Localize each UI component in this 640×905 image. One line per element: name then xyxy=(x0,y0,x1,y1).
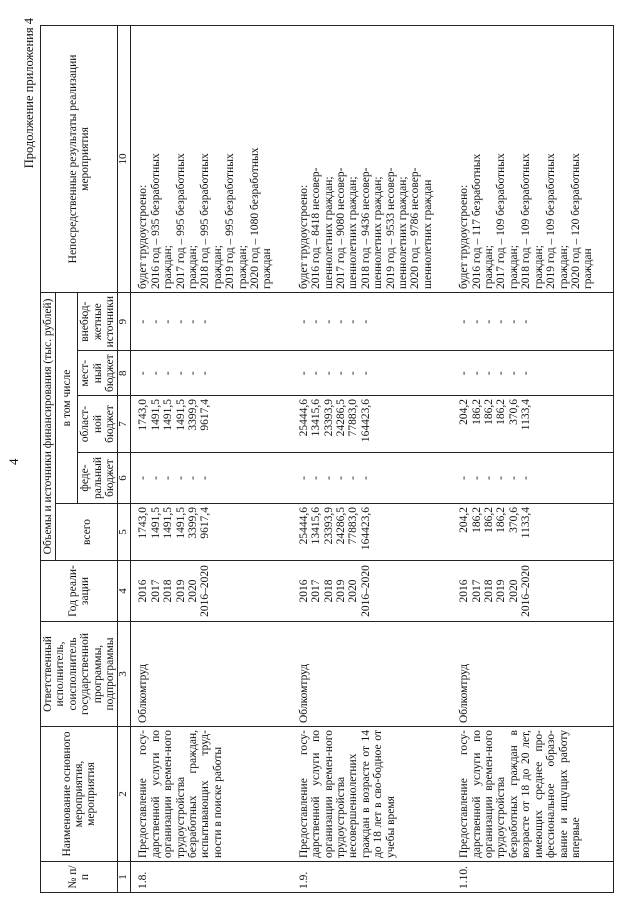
total-value: 1491,5 xyxy=(174,507,187,539)
federal-cell xyxy=(131,453,292,504)
regional-value: 77883,0 xyxy=(347,399,360,437)
regional-value: 186,2 xyxy=(483,399,496,425)
results-value: 2017 год – 109 безработных xyxy=(495,153,508,289)
local-value: - xyxy=(470,371,483,376)
total-cell xyxy=(452,504,613,561)
federal-value: - xyxy=(186,476,199,480)
local-value: - xyxy=(507,371,520,376)
results-cell xyxy=(131,26,292,293)
regional-value: 1491,5 xyxy=(162,399,175,431)
total-value: 13415,6 xyxy=(310,507,323,545)
total-cell xyxy=(131,504,292,561)
years-value: 2017 xyxy=(149,579,162,603)
header-including: в том числе xyxy=(56,292,78,503)
years-value: 2018 xyxy=(483,579,496,603)
regional-value: 1133,4 xyxy=(520,399,533,431)
header-regional: област-ной бюджет xyxy=(78,396,118,453)
local-value: - xyxy=(149,371,162,376)
federal-value: - xyxy=(137,476,150,480)
years-value: 2019 xyxy=(335,579,347,603)
local-cell xyxy=(292,351,452,396)
years-value: 2020 xyxy=(347,579,360,603)
total-value: 23393,9 xyxy=(322,507,335,545)
results-value: граждан; xyxy=(557,245,570,289)
total-value: 3399,9 xyxy=(186,507,199,539)
federal-value: - xyxy=(458,476,471,480)
offbudget-value: - xyxy=(137,319,150,324)
header-local: мест-ный бюджет xyxy=(78,351,118,396)
federal-cell xyxy=(452,453,613,504)
federal-value: - xyxy=(310,476,323,480)
total-value: 9617,4 xyxy=(199,507,212,539)
responsible-executor: Облкомтруд xyxy=(131,622,292,727)
years-value: 2020 xyxy=(186,579,199,603)
row-number: 1.9. xyxy=(292,862,452,893)
total-value: 1743,0 xyxy=(137,507,150,539)
federal-value: - xyxy=(495,476,508,480)
offbudget-value: - xyxy=(520,319,533,324)
years-value: 2018 xyxy=(162,579,175,603)
federal-value: - xyxy=(322,476,335,480)
header-federal: феде-ральный бюджет xyxy=(78,453,118,504)
federal-value: - xyxy=(149,476,162,480)
years-cell xyxy=(131,561,292,622)
local-value: - xyxy=(347,371,360,376)
offbudget-value: - xyxy=(149,319,162,324)
offbudget-value: - xyxy=(174,319,187,324)
total-value: 164423,6 xyxy=(359,507,372,551)
results-value: 2017 год – 995 безработных xyxy=(174,153,187,289)
offbudget-value: - xyxy=(310,319,323,324)
years-value: 2016–2020 xyxy=(520,565,533,617)
regional-cell xyxy=(452,396,613,453)
total-value: 1491,5 xyxy=(149,507,162,539)
federal-value: - xyxy=(347,476,360,480)
regional-value: 9617,4 xyxy=(199,399,212,431)
results-value: граждан; xyxy=(211,245,224,289)
regional-value: 370,6 xyxy=(507,399,520,425)
regional-cell xyxy=(292,396,452,453)
total-value: 24286,5 xyxy=(335,507,347,545)
regional-value: 24286,5 xyxy=(335,399,347,437)
results-value: граждан xyxy=(261,248,274,289)
federal-value: - xyxy=(297,476,310,480)
offbudget-value: - xyxy=(322,319,335,324)
header-results: Непосредственные результаты реализации мероприятия xyxy=(41,26,118,293)
offbudget-value: - xyxy=(470,319,483,324)
offbudget-cell xyxy=(131,292,292,350)
continuation-title: Продолжение приложения 4 xyxy=(22,18,36,169)
column-number: 8 xyxy=(118,351,131,396)
local-value: - xyxy=(520,371,533,376)
years-value: 2016–2020 xyxy=(359,565,372,617)
header-responsible: Ответственный исполнитель, соисполнитель государственной программы, подпрограммы xyxy=(41,622,118,727)
results-value: 2019 год – 995 безработных xyxy=(224,153,237,289)
responsible-executor: Облкомтруд xyxy=(452,622,613,727)
header-offbudget: внебюд-жетные источники xyxy=(78,292,118,350)
total-value: 25444,6 xyxy=(297,507,310,545)
results-value: будет трудоустроено: xyxy=(458,184,471,289)
total-cell xyxy=(292,504,452,561)
results-value: 2018 год – 109 безработных xyxy=(520,153,533,289)
offbudget-value: - xyxy=(199,319,212,324)
total-value: 186,2 xyxy=(495,507,508,533)
offbudget-cell xyxy=(292,292,452,350)
column-number: 6 xyxy=(118,453,131,504)
local-cell xyxy=(131,351,292,396)
years-value: 2018 xyxy=(322,579,335,603)
years-value: 2020 xyxy=(507,579,520,603)
years-value: 2016 xyxy=(297,579,310,603)
regional-value: 1743,0 xyxy=(137,399,150,431)
results-value: 2019 год – 109 безработных xyxy=(545,153,558,289)
years-value: 2019 xyxy=(174,579,187,603)
program-measures-table xyxy=(40,25,614,893)
results-value: граждан; xyxy=(483,245,496,289)
measure-name: Предоставление госу-дарственной услуги по организации времен-ного трудоустройства безработных граждан в возрасте от 18 до 20 лет, имеющих среднее про-фессиональное образо-вание и ищущих работу впервые xyxy=(452,727,613,862)
years-value: 2019 xyxy=(495,579,508,603)
offbudget-value: - xyxy=(347,319,360,324)
regional-value: 186,2 xyxy=(470,399,483,425)
total-value: 370,6 xyxy=(507,507,520,533)
header-total: всего xyxy=(56,504,118,561)
local-value: - xyxy=(322,371,335,376)
results-value: шеннолетних граждан; xyxy=(322,176,335,289)
regional-value: 3399,9 xyxy=(186,399,199,431)
total-value: 186,2 xyxy=(470,507,483,533)
local-value: - xyxy=(359,371,372,376)
federal-value: - xyxy=(359,476,372,480)
column-number: 3 xyxy=(118,622,131,727)
results-value: граждан xyxy=(582,248,595,289)
regional-value: 1491,5 xyxy=(174,399,187,431)
header-funding: Объемы и источники финансирования (тыс. рублей) xyxy=(41,292,56,560)
regional-value: 13415,6 xyxy=(310,399,323,437)
years-value: 2017 xyxy=(310,579,323,603)
measure-name: Предоставление госу-дарственной услуги по организации времен-ного трудоустройства безработных граждан, испытывающих труд-ности в поиске работы xyxy=(131,727,292,862)
federal-value: - xyxy=(335,476,347,480)
results-value: будет трудоустроено: xyxy=(137,184,150,289)
years-value: 2016–2020 xyxy=(199,565,212,617)
years-value: 2016 xyxy=(137,579,150,603)
results-value: граждан; xyxy=(162,245,175,289)
offbudget-cell xyxy=(452,292,613,350)
results-value: 2018 год – 9436 несовер- xyxy=(359,167,372,289)
total-value: 186,2 xyxy=(483,507,496,533)
offbudget-value: - xyxy=(458,319,471,324)
column-number: 7 xyxy=(118,396,131,453)
offbudget-value: - xyxy=(186,319,199,324)
local-value: - xyxy=(174,371,187,376)
results-value: 2020 год – 9786 несовер- xyxy=(409,167,422,289)
local-value: - xyxy=(335,371,347,376)
column-number: 1 xyxy=(118,862,131,893)
results-value: граждан; xyxy=(236,245,249,289)
regional-value: 204,2 xyxy=(458,399,471,425)
row-number: 1.8. xyxy=(131,862,292,893)
table-row xyxy=(452,26,613,893)
local-cell xyxy=(452,351,613,396)
results-cell xyxy=(452,26,613,293)
regional-value: 1491,5 xyxy=(149,399,162,431)
offbudget-value: - xyxy=(359,319,372,324)
column-number: 9 xyxy=(118,292,131,350)
total-value: 77883,0 xyxy=(347,507,360,545)
header-name: Наименование основного мероприятия, мероприятия xyxy=(41,727,118,862)
regional-value: 25444,6 xyxy=(297,399,310,437)
years-cell xyxy=(292,561,452,622)
column-number: 10 xyxy=(118,26,131,293)
federal-value: - xyxy=(162,476,175,480)
local-value: - xyxy=(483,371,496,376)
total-value: 204,2 xyxy=(458,507,471,533)
results-value: 2017 год – 9080 несовер- xyxy=(335,167,347,289)
years-value: 2016 xyxy=(458,579,471,603)
federal-value: - xyxy=(507,476,520,480)
results-value: 2020 год – 120 безработных xyxy=(569,153,582,289)
results-value: будет трудоустроено: xyxy=(297,184,310,289)
federal-value: - xyxy=(174,476,187,480)
column-numbers-row xyxy=(118,26,131,893)
results-value: 2016 год – 8418 несовер- xyxy=(310,167,323,289)
results-value: 2020 год – 1080 безработных xyxy=(248,147,261,289)
local-value: - xyxy=(297,371,310,376)
offbudget-value: - xyxy=(507,319,520,324)
years-cell xyxy=(452,561,613,622)
results-value: шеннолетних граждан xyxy=(421,179,434,289)
total-value: 1491,5 xyxy=(162,507,175,539)
federal-value: - xyxy=(470,476,483,480)
offbudget-value: - xyxy=(483,319,496,324)
results-value: шеннолетних граждан; xyxy=(347,176,360,289)
offbudget-value: - xyxy=(162,319,175,324)
results-value: шеннолетних граждан; xyxy=(397,176,410,289)
table-row xyxy=(131,26,292,893)
local-value: - xyxy=(137,371,150,376)
offbudget-value: - xyxy=(297,319,310,324)
local-value: - xyxy=(458,371,471,376)
local-value: - xyxy=(162,371,175,376)
results-value: граждан; xyxy=(186,245,199,289)
local-value: - xyxy=(186,371,199,376)
results-cell xyxy=(292,26,452,293)
row-number: 1.10. xyxy=(452,862,613,893)
table-row xyxy=(292,26,452,893)
results-value: граждан; xyxy=(532,245,545,289)
offbudget-value: - xyxy=(495,319,508,324)
header-num: № п/п xyxy=(41,862,118,893)
results-value: 2019 год – 9533 несовер- xyxy=(384,167,397,289)
regional-value: 164423,6 xyxy=(359,399,372,443)
offbudget-value: - xyxy=(335,319,347,324)
table-body xyxy=(131,26,613,893)
regional-cell xyxy=(131,396,292,453)
column-number: 2 xyxy=(118,727,131,862)
results-value: 2016 год – 935 безработных xyxy=(149,153,162,289)
measure-name: Предоставление госу-дарственной услуги по организации времен-ного трудоустройства несовершеннолетних граждан в возрасте от 14 до 18 лет в сво-бодное от учебы время xyxy=(292,727,452,862)
local-value: - xyxy=(310,371,323,376)
responsible-executor: Облкомтруд xyxy=(292,622,452,727)
column-number: 4 xyxy=(118,561,131,622)
local-value: - xyxy=(495,371,508,376)
page-number: 4 xyxy=(6,458,21,465)
header-year: Год реали-зации xyxy=(41,561,118,622)
federal-value: - xyxy=(483,476,496,480)
results-value: шеннолетних граждан; xyxy=(372,176,385,289)
years-value: 2017 xyxy=(470,579,483,603)
results-value: 2018 год – 995 безработных xyxy=(199,153,212,289)
local-value: - xyxy=(199,371,212,376)
total-value: 1133,4 xyxy=(520,507,533,539)
federal-value: - xyxy=(520,476,533,480)
results-value: 2016 год – 117 безработных xyxy=(470,153,483,289)
column-number: 5 xyxy=(118,504,131,561)
results-value: граждан; xyxy=(507,245,520,289)
federal-value: - xyxy=(199,476,212,480)
regional-value: 186,2 xyxy=(495,399,508,425)
regional-value: 23393,9 xyxy=(322,399,335,437)
federal-cell xyxy=(292,453,452,504)
